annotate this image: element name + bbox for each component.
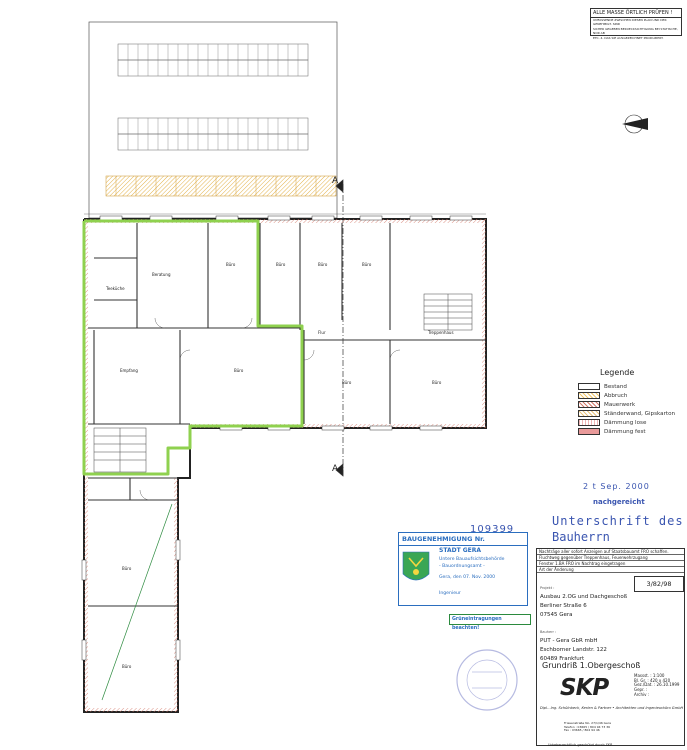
plan-title: Grundriß 1.Obergeschoß bbox=[542, 661, 641, 670]
legend-swatch bbox=[578, 410, 600, 417]
legend-item bbox=[578, 427, 682, 436]
stairs-lower bbox=[94, 428, 146, 472]
project-line: Ausbau 2.OG und Dachgeschoß bbox=[540, 594, 628, 600]
legend-swatch bbox=[578, 383, 600, 390]
room-label: Büro bbox=[362, 262, 372, 267]
header-note bbox=[590, 8, 682, 40]
building-permit-stamp bbox=[398, 532, 528, 606]
project-line: Berliner Straße 6 bbox=[540, 603, 587, 609]
room-label: Büro bbox=[122, 566, 132, 571]
section-marker-top: A bbox=[332, 176, 339, 186]
permit-city: STADT GERA bbox=[439, 547, 482, 554]
permit-line: Untere Bauaufsichtsbehörde bbox=[439, 557, 505, 562]
address-line: Friesenstraße No. 27/1/46 Gera bbox=[564, 721, 611, 725]
legend-swatch bbox=[578, 428, 600, 435]
scale-row: Massst. : 1:100 bbox=[634, 673, 665, 678]
scale-row: Gepr. : bbox=[634, 687, 648, 693]
room-label: Treppenhaus bbox=[428, 330, 454, 335]
room-label: Büro bbox=[276, 262, 286, 267]
roof-edge-strip bbox=[106, 176, 339, 196]
legend bbox=[578, 368, 682, 436]
legend-label: Dämmung lose bbox=[604, 419, 647, 426]
legend-swatch bbox=[578, 419, 600, 426]
legend-label: Dämmung fest bbox=[604, 428, 646, 435]
room-label: Flur bbox=[318, 330, 326, 335]
room-label: Büro bbox=[432, 380, 442, 385]
revision-row: Fluchtweg gegenüber Treppenhaus, Feuerwehrzugang bbox=[537, 555, 684, 561]
legend-label: Abbruch bbox=[604, 392, 628, 399]
drawing-number: 3/82/98 bbox=[634, 576, 684, 592]
scale-row: Bl. Gr. : 420 x 420 bbox=[634, 677, 671, 683]
green-note-stamp: Grüneintragungen beachten! bbox=[449, 614, 531, 625]
green-diagonal-line bbox=[102, 504, 172, 700]
revision-row: Fenster 1.BA FRO im Nachtrag eingetragen bbox=[537, 561, 684, 567]
received-label: nachgereicht bbox=[593, 498, 645, 506]
permit-title: BAUGENEHMIGUNG Nr. bbox=[399, 533, 527, 546]
project-label: Projekt : bbox=[540, 586, 555, 590]
skp-logo: SKP bbox=[560, 675, 609, 701]
legend-swatch bbox=[578, 392, 600, 399]
section-marker-bottom: A bbox=[332, 464, 339, 474]
north-arrow-icon bbox=[622, 115, 648, 133]
client-line: 60489 Frankfurt bbox=[540, 656, 585, 662]
client-label: Bauherr : bbox=[540, 630, 557, 634]
signature-line: Bauherrn bbox=[552, 530, 610, 544]
client-line: PUT - Gera GbR mbH bbox=[540, 638, 598, 644]
header-note-title: ALLE MASSE ÖRTLICH PRÜFEN ! bbox=[591, 9, 681, 18]
firm-name: Dipl.- Ing. Schülnbeck, Kerlen & Partner • Architekten und Ingenieurbüro GmbH bbox=[540, 706, 684, 710]
room-label: Beratung bbox=[152, 272, 171, 277]
stairs-upper bbox=[424, 294, 472, 330]
legend-title: Legende bbox=[600, 368, 635, 377]
project-info bbox=[540, 584, 627, 620]
client-line: Eschborner Landstr. 122 bbox=[540, 647, 607, 653]
legend-label: Mauerwerk bbox=[604, 401, 636, 408]
revision-row: Nachträge aller sofort Anzeigen auf Staatsbauamt FRO schaffen. bbox=[537, 549, 684, 555]
legend-item bbox=[578, 418, 682, 427]
round-seal-icon bbox=[457, 650, 517, 710]
permit-line: Ingenieur bbox=[439, 591, 461, 596]
room-label: Büro bbox=[234, 368, 244, 373]
permit-number: 109399 bbox=[470, 524, 515, 535]
scale-row: Gez./Dat. : 26.10.1999 bbox=[634, 682, 680, 688]
scale-row: Archiv : bbox=[634, 691, 650, 697]
room-label: Empfang bbox=[120, 368, 138, 373]
revision-row: Art der Änderung bbox=[537, 567, 684, 573]
parking-grid bbox=[118, 44, 308, 150]
room-label: Teeküche bbox=[106, 286, 125, 291]
header-note-line: UMFASSENDE ZWISCHEN DIESEN PLAN UND DER GENEHMIGT. SIND bbox=[593, 18, 667, 26]
room-label: Büro bbox=[318, 262, 328, 267]
signature-label: Unterschrift des bbox=[552, 514, 684, 528]
header-note-line: ETC. 4. DAS SIE AUSGEZEICHNET PRODUZIERT. bbox=[593, 36, 664, 40]
permit-line: Gera, den 07. Nov. 2000 bbox=[439, 575, 496, 580]
address-line: Fax : 03665 / 804 94 46 bbox=[564, 728, 600, 733]
legend-item bbox=[578, 382, 682, 391]
address-line: Telefon : 03665 / 804 94 73 36 bbox=[564, 724, 611, 729]
legend-label: Ständerwand, Gipskarton bbox=[604, 410, 676, 417]
legend-item bbox=[578, 391, 682, 400]
copyright-footer: Urheberrechtlich geschützt durch SKP bbox=[548, 743, 613, 747]
project-line: 07545 Gera bbox=[540, 612, 573, 618]
room-label: Büro bbox=[342, 380, 352, 385]
permit-line: - Bauordnungsamt - bbox=[439, 564, 485, 569]
received-date-stamp: 2 t Sep. 2000 bbox=[583, 482, 650, 491]
header-note-line: SICHER GEGEBEN BERUECKSICHTIGUNG BEI STATISCHE, NOR AB bbox=[593, 27, 678, 35]
legend-swatch bbox=[578, 401, 600, 408]
scale-info bbox=[634, 674, 679, 698]
legend-label: Bestand bbox=[604, 383, 627, 390]
room-label: Büro bbox=[122, 664, 132, 669]
firm-address bbox=[564, 722, 611, 733]
client-info bbox=[540, 628, 607, 664]
outer-walls bbox=[84, 219, 486, 712]
doors bbox=[140, 318, 400, 500]
legend-item bbox=[578, 400, 682, 409]
legend-item bbox=[578, 409, 682, 418]
room-label: Büro bbox=[226, 262, 236, 267]
